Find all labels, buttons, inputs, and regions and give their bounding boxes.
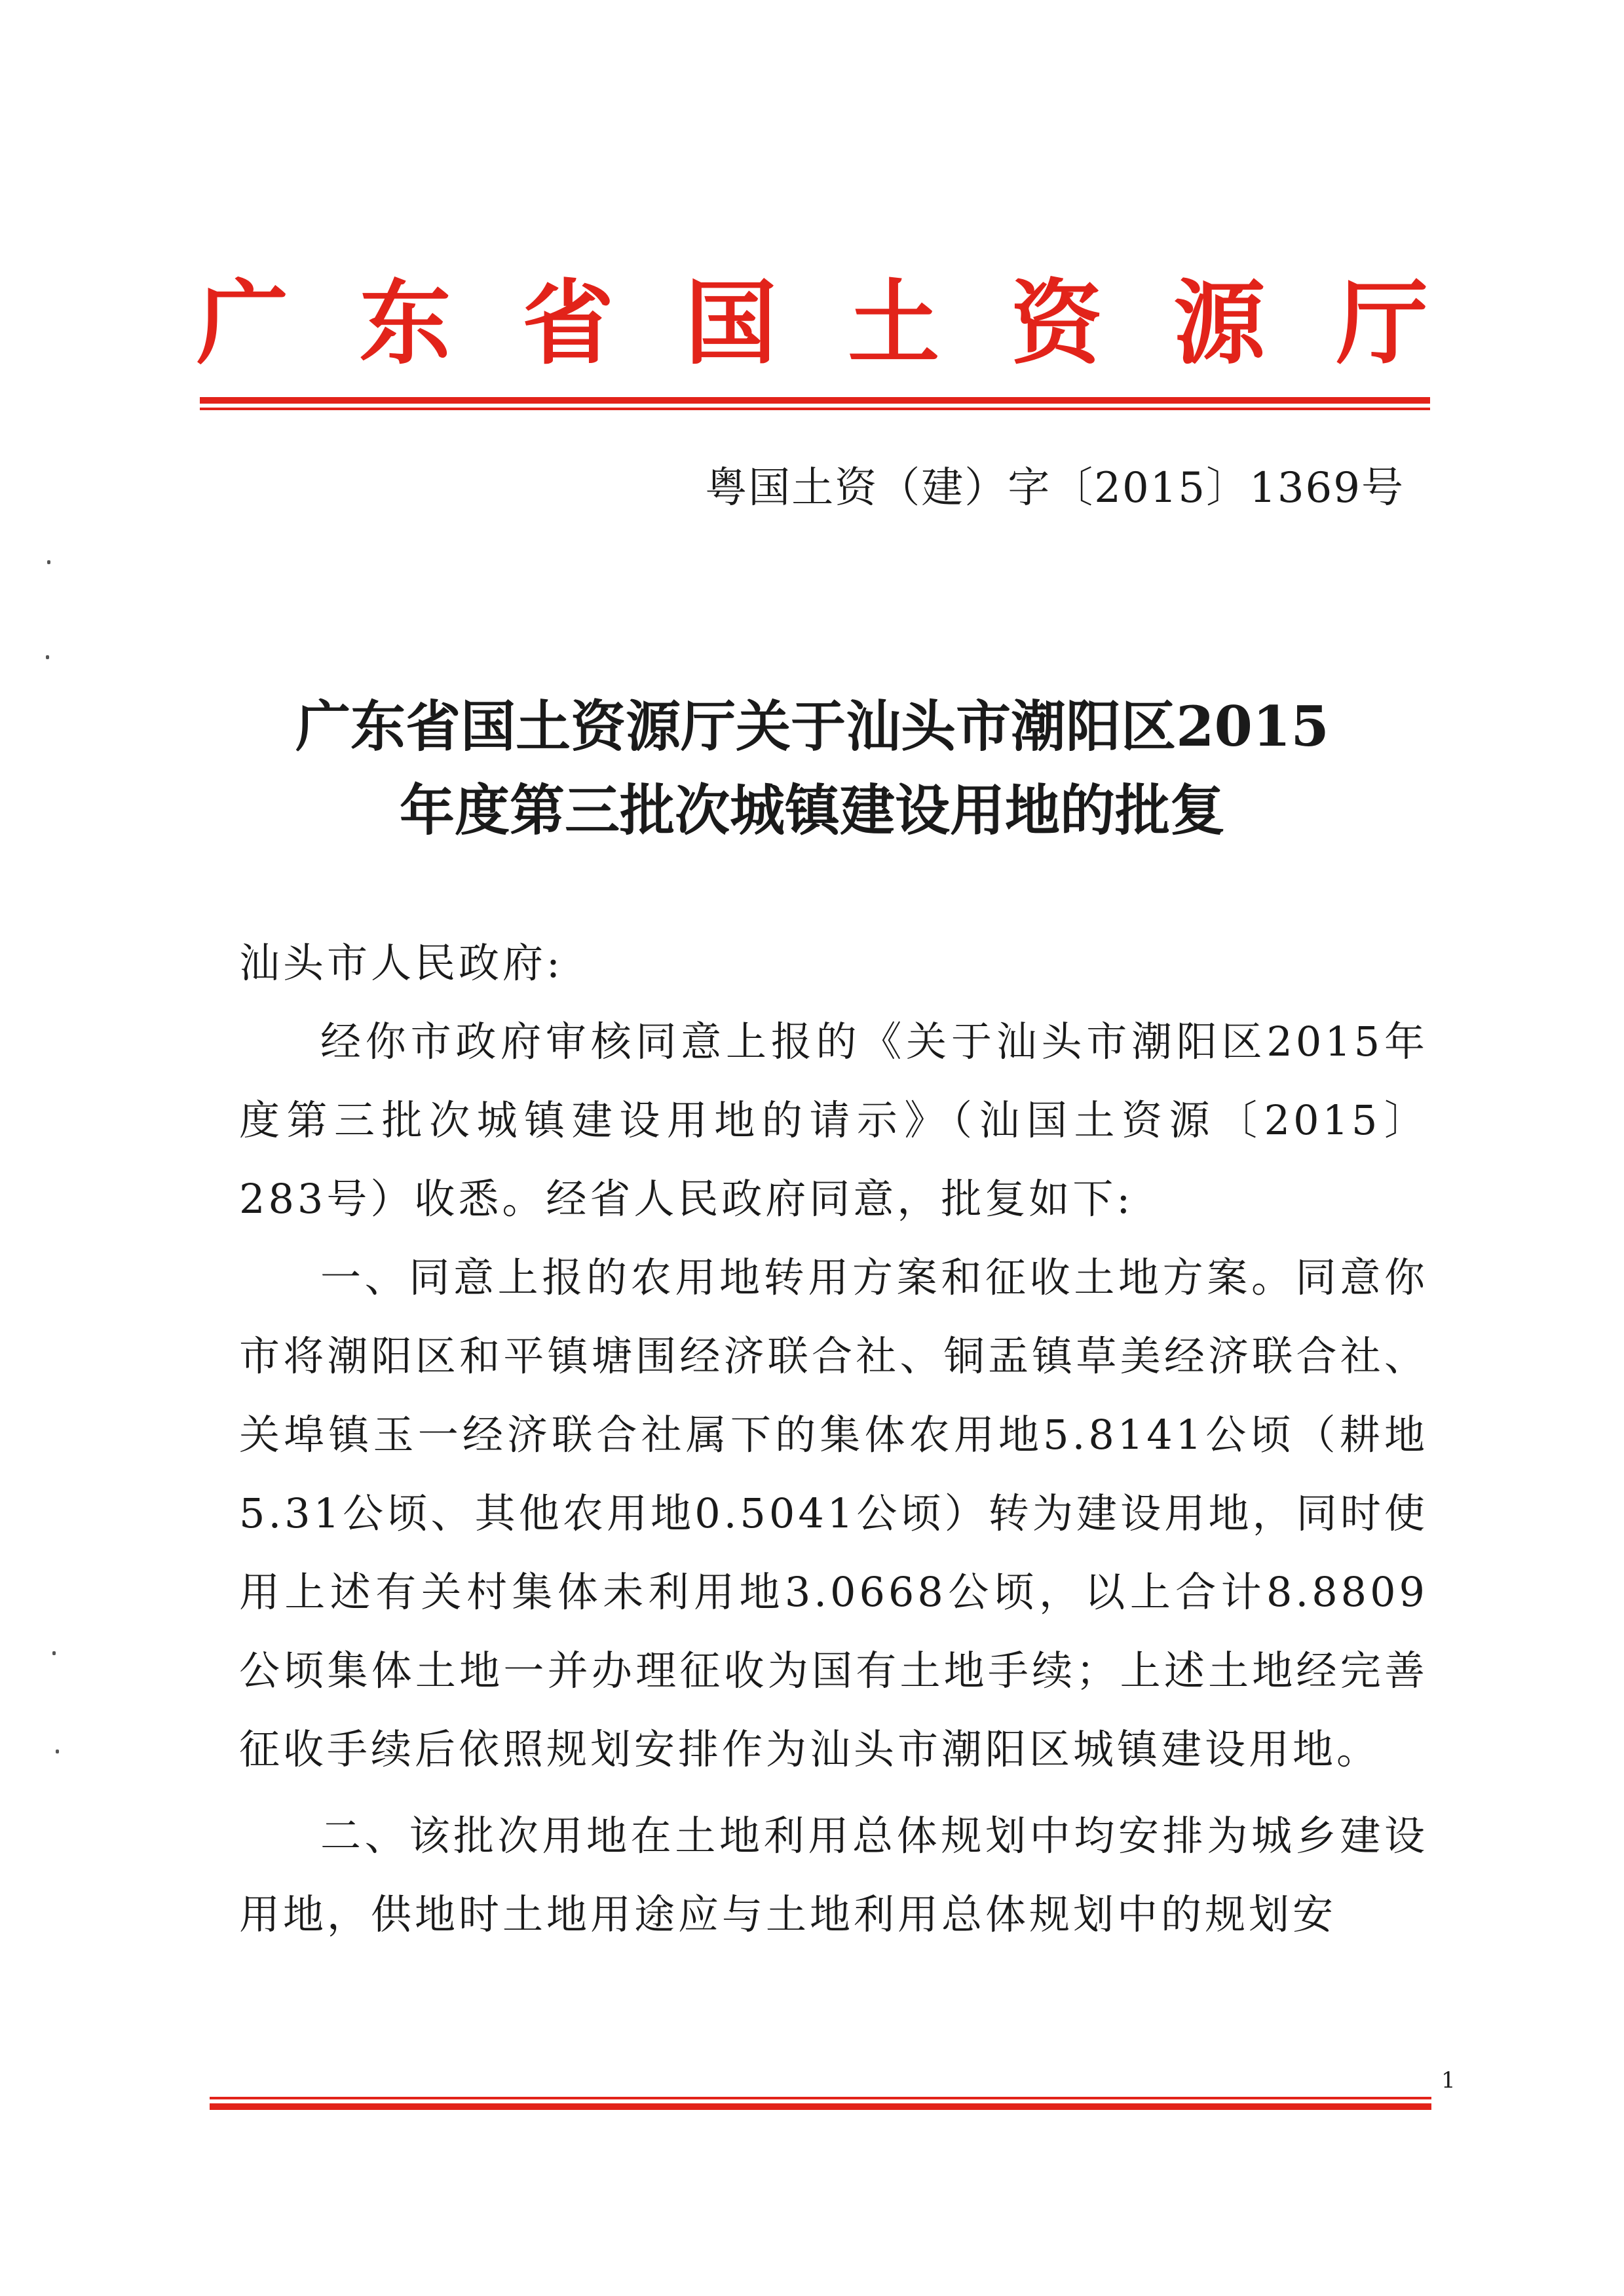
document-title bbox=[223, 685, 1402, 852]
rule-thin-line bbox=[210, 2097, 1431, 2099]
rule-thick-line bbox=[210, 2103, 1431, 2110]
document-number: 粤国土资（建）字〔2015〕1369号 bbox=[705, 464, 1405, 512]
letterhead-char: 厅 bbox=[1336, 271, 1428, 377]
letterhead-agency-name bbox=[197, 272, 1428, 377]
scan-speck bbox=[46, 655, 49, 659]
title-line-1: 广东省国土资源厅关于汕头市潮阳区2015 bbox=[295, 694, 1329, 759]
letterhead-char: 源 bbox=[1173, 271, 1266, 377]
letterhead-char: 广 bbox=[197, 271, 289, 377]
page-number: 1 bbox=[1441, 2067, 1456, 2094]
paragraph-receipt: 经你市政府审核同意上报的《关于汕头市潮阳区2015年度第三批次城镇建设用地的请示》（汕国土资源〔2015〕283号）收悉。经省人民政府同意，批复如下: bbox=[239, 1018, 1428, 1223]
document-body bbox=[239, 924, 1428, 1954]
letterhead-char: 土 bbox=[848, 271, 940, 377]
scan-speck bbox=[52, 1651, 56, 1655]
paragraph-item-one: 一、同意上报的农用地转用方案和征收土地方案。同意你市将潮阳区和平镇塘围经济联合社、铜盂镇草美经济联合社、关埠镇玉一经济联合社属下的集体农用地5.8141公顷（耕地5.31公顷、其他农用地0.5041公顷）转为建设用地，同时使用上述有关村集体未利用地3.0668公顷，以上合计8.8809公顷集体土地一并办理征收为国有土地手续；上述土地经完善征收手续后依照规划安排作为汕头市潮阳区城镇建设用地。 bbox=[239, 1253, 1428, 1773]
letterhead-char: 资 bbox=[1010, 271, 1103, 377]
scan-speck bbox=[47, 560, 50, 564]
scan-speck bbox=[56, 1750, 59, 1753]
rule-thin-line bbox=[200, 408, 1430, 410]
paragraph-item-two: 二、该批次用地在土地利用总体规划中均安排为城乡建设用地，供地时土地用途应与土地利用总体规划中的规划安 bbox=[239, 1812, 1428, 1938]
title-line-2: 年度第三批次城镇建设用地的批复 bbox=[399, 778, 1225, 843]
letterhead-char: 东 bbox=[359, 271, 451, 377]
letterhead-char: 省 bbox=[522, 271, 614, 377]
salutation: 汕头市人民政府: bbox=[239, 939, 563, 987]
letterhead-char: 国 bbox=[685, 271, 777, 377]
rule-thick-line bbox=[200, 397, 1430, 404]
